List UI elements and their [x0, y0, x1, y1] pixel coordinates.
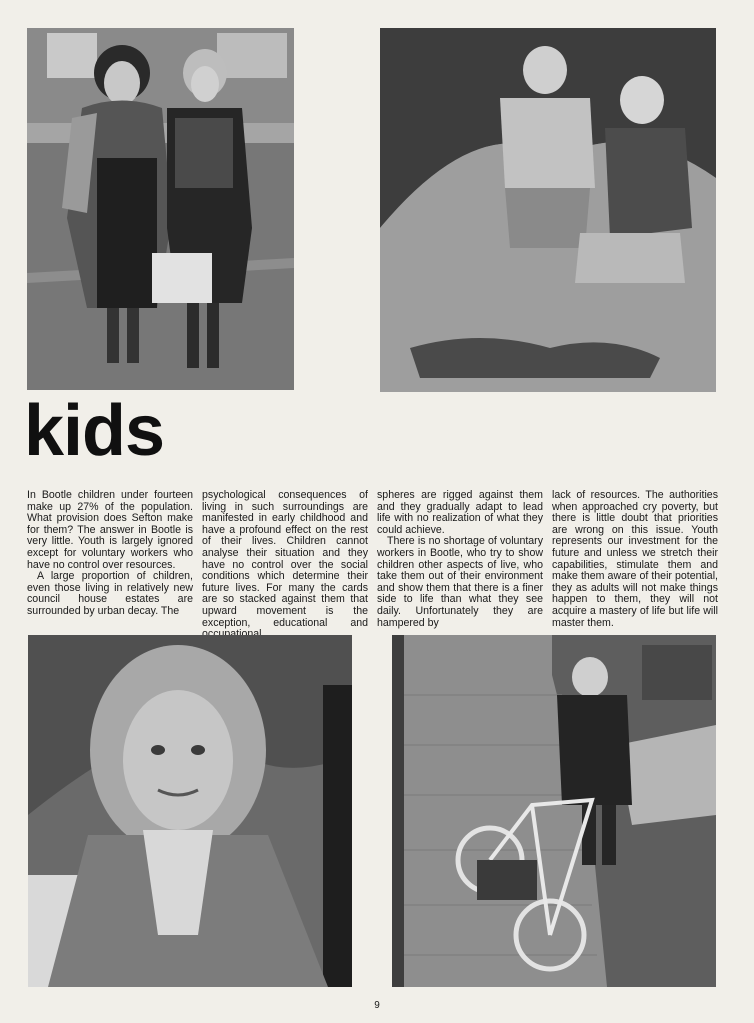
- photo-two-boys-kneeling-image: [380, 28, 716, 392]
- photo-girl-closeup: [28, 635, 352, 987]
- article-column-3: [377, 490, 543, 629]
- paragraph: A large proportion of children, even those living in relatively new council house estates are surrounded by urban decay. The: [27, 570, 193, 617]
- photo-boy-with-bicycle-image: [392, 635, 716, 987]
- page-number: 9: [374, 1000, 380, 1011]
- paragraph: psychological consequences of living in such surroundings are manifested in early childhood and have a profound effect on the rest of their lives. Children cannot analyse their situation and they have no control over the social conditions which determine their future lives. For many the cards are so stacked against them that upward movement is the exception, educational and: [202, 489, 368, 629]
- photo-two-girls-street: [27, 28, 294, 390]
- article-column-1: [27, 490, 193, 618]
- photo-girl-closeup-image: [28, 635, 352, 987]
- article-column-4: [552, 490, 718, 629]
- paragraph: spheres are rigged against them and they gradually adapt to lead life with no realization of what they could achieve.: [377, 489, 543, 536]
- paragraph: In Bootle children under fourteen make up 27% of the population. What provision does Sefton make for them? The answer in Bootle is very little. Youth is largely ignored except for voluntary workers who have no control over resources.: [27, 489, 193, 571]
- photo-boy-with-bicycle: [392, 635, 716, 987]
- article-title: kids: [24, 391, 165, 471]
- paragraph: There is no shortage of voluntary workers in Bootle, who try to show children other aspects of live, who take them out of their environment and show them that there is a finer side to life than what they see daily. Unfortunately they are hampered by: [377, 535, 543, 629]
- photo-two-boys-kneeling: [380, 28, 716, 392]
- photo-two-girls-street-image: [27, 28, 294, 390]
- paragraph: lack of resources. The authorities when approached cry poverty, but there is little doubt that priorities are wrong on this issue. Youth represents our investment for the future and unless we stretch their capabilities, stimulate them and make them aware of their potential, they as adults will not make things happen to them, they will not acquire a mastery of life but life will master them.: [552, 489, 718, 629]
- article-column-2: [202, 490, 368, 641]
